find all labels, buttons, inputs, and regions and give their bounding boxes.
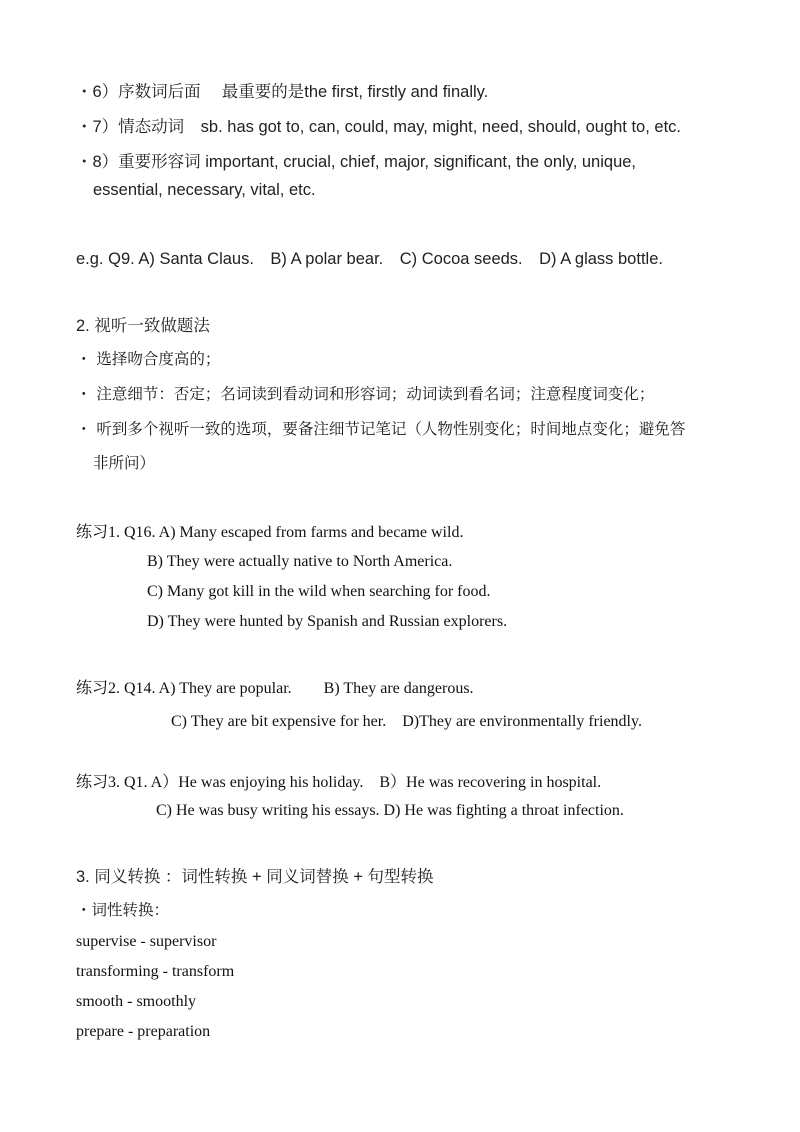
word-pair: prepare - preparation bbox=[76, 1023, 211, 1040]
word-pair: transforming - transform bbox=[76, 963, 235, 980]
section-2-bullet-3-continued: 非所问） bbox=[93, 454, 156, 472]
list-item-7: ・7）情态动词 sb. has got to, can, could, may, might, need, should, ought to, etc. bbox=[76, 118, 681, 136]
section-2-bullet-2: ・ 注意细节：否定；名词读到看动词和形容词；动词读到看名词；注意程度词变化； bbox=[76, 385, 655, 403]
word-pair: supervise - supervisor bbox=[76, 933, 217, 950]
word-pair: smooth - smoothly bbox=[76, 993, 197, 1010]
list-item-6: ・6）序数词后面 最重要的是the first, firstly and finally. bbox=[76, 83, 489, 101]
practice-1-option-d: D) They were hunted by Spanish and Russian explorers. bbox=[147, 613, 508, 630]
section-2-heading: 2. 视听一致做题法 bbox=[76, 317, 210, 335]
section-2-bullet-3: ・ 听到多个视听一致的选项，要备注细节记笔记（人物性别变化；时间地点变化；避免答 bbox=[76, 420, 686, 438]
practice-2-options-cd: C) They are bit expensive for her. D)They are environmentally friendly. bbox=[171, 713, 642, 730]
section-3-subheading: ・词性转换： bbox=[76, 901, 170, 919]
practice-3-options-ab: 练习3. Q1. A）He was enjoying his holiday. B）He was recovering in hospital. bbox=[76, 774, 602, 791]
practice-1-option-a: 练习1. Q16. A) Many escaped from farms and became wild. bbox=[76, 524, 464, 541]
list-item-8: ・8）重要形容词 important, crucial, chief, major, significant, the only, unique, bbox=[76, 153, 637, 171]
example-question: e.g. Q9. A) Santa Claus. B) A polar bear. C) Cocoa seeds. D) A glass bottle. bbox=[76, 250, 663, 268]
practice-2-options-ab: 练习2. Q14. A) They are popular. B) They are dangerous. bbox=[76, 680, 474, 697]
practice-1-option-c: C) Many got kill in the wild when searching for food. bbox=[147, 583, 491, 600]
practice-1-option-b: B) They were actually native to North America. bbox=[147, 553, 453, 570]
section-2-bullet-1: ・ 选择吻合度高的； bbox=[76, 350, 221, 368]
section-3-heading: 3. 同义转换 ：词性转换 + 同义词替换 + 句型转换 bbox=[76, 868, 434, 886]
list-item-8-continued: essential, necessary, vital, etc. bbox=[93, 181, 316, 199]
practice-3-options-cd: C) He was busy writing his essays. D) He was fighting a throat infection. bbox=[156, 802, 624, 819]
